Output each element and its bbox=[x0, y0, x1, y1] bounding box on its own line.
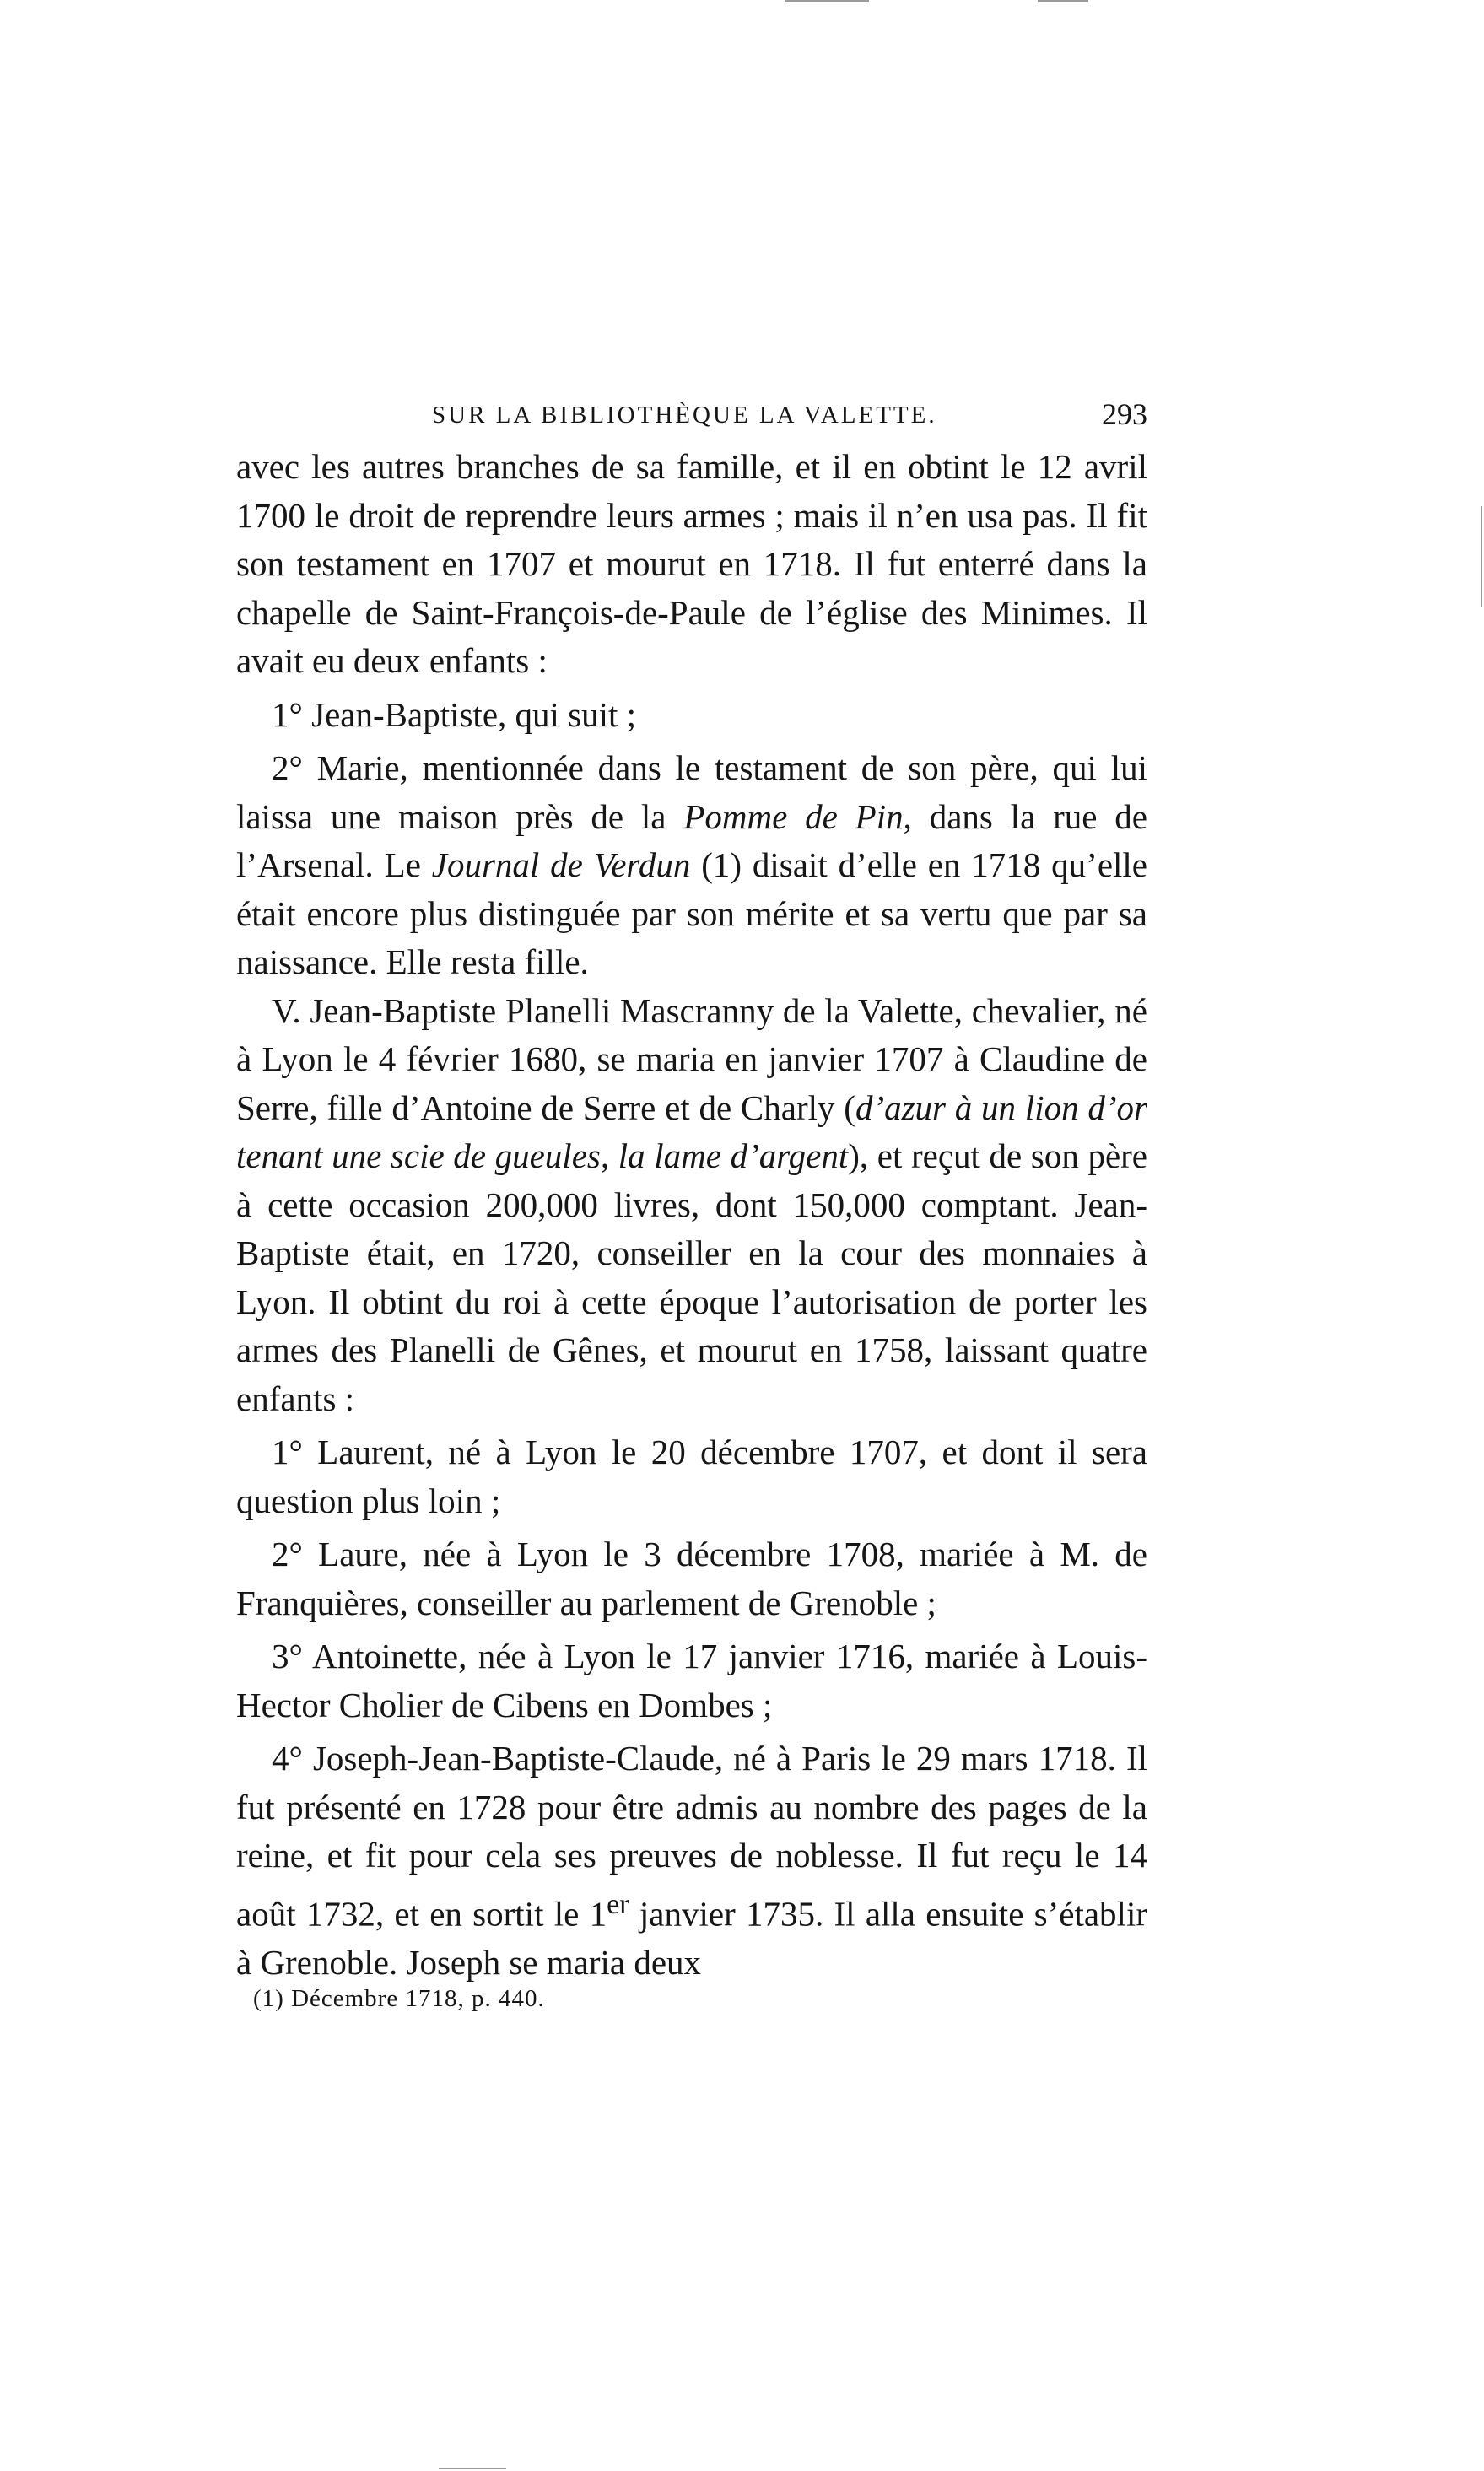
running-head bbox=[236, 393, 1156, 444]
text-run: , dans la rue de l’Arsenal. Le bbox=[236, 796, 1147, 884]
text-run: janvier 1735. Il alla ensuite s’établir à Grenoble. Joseph se maria deux bbox=[236, 1894, 1147, 1982]
text-run: (1) disait d’elle en 1718 qu’elle était encore plus distinguée par son mérite et sa vertu que par sa naissance. Elle resta fille. bbox=[236, 845, 1147, 981]
scan-mark-right bbox=[1481, 506, 1482, 607]
running-title: SUR LA BIBLIOTHÈQUE LA VALETTE. bbox=[432, 402, 937, 429]
scan-mark-bottom bbox=[439, 2468, 506, 2469]
text-run: 4° Joseph-Jean-Baptiste-Claude, né à Paris le 29 mars 1718. Il fut présenté en 1728 pour être admis au nombre des pages de la reine, et fit pour cela ses preuves de noblesse. Il fut reçu le 14 août 1732, et en sortit le 1 bbox=[236, 1739, 1147, 1934]
list-item-marie bbox=[236, 744, 1147, 987]
scan-mark-top bbox=[1038, 0, 1088, 2]
page-number: 293 bbox=[1102, 397, 1147, 431]
list-item-laurent: 1° Laurent, né à Lyon le 20 décembre 1707, et dont il sera question plus loin ; bbox=[236, 1432, 1147, 1520]
superscript: er bbox=[607, 1888, 629, 1920]
section-paragraph-v bbox=[236, 987, 1147, 1424]
text-run: 2° Marie, mentionnée dans le testament de son père, qui lui laissa une maison près de la bbox=[236, 748, 1147, 836]
text-run: V. Jean-Baptiste Planelli Mascranny de la Valette, chevalier, né à Lyon le 4 février 1680, se maria en janvier 1707 à Claudine de Serre, fille d’Antoine de Serre et de Charly ( bbox=[236, 990, 1147, 1127]
italic-title: Pomme de Pin bbox=[683, 796, 904, 836]
list-item-jean-baptiste: 1° Jean-Baptiste, qui suit ; bbox=[272, 694, 637, 734]
footnote: (1) Décembre 1718, p. 440. bbox=[253, 1985, 545, 2012]
scan-mark-top bbox=[785, 0, 869, 2]
paragraph-continuation: avec les autres branches de sa famille, et il en obtint le 12 avril 1700 le droit de reprendre leurs armes ; mais il n’en usa pas. Il fit son testament en 1707 et mourut en 1718. Il fut enterré dans la chapelle de Saint-François-de-Paule de l’église des Minimes. Il avait eu deux enfants : bbox=[236, 447, 1147, 680]
list-item-joseph bbox=[236, 1735, 1147, 1987]
italic-blazon: d’azur à un lion d’or tenant une scie de gueules, la lame d’argent bbox=[236, 1087, 1147, 1175]
list-item-antoinette: 3° Antoinette, née à Lyon le 17 janvier 1716, mariée à Louis-Hector Cholier de Cibens en Dombes ; bbox=[236, 1637, 1147, 1724]
text-run: ), et reçut de son père à cette occasion 200,000 livres, dont 150,000 comptant. Jean-Baptiste était, en 1720, conseiller en la cour des monnaies à Lyon. Il obtint du roi à cette époque l’autorisation de porter les armes des Planelli de Gênes, et mourut en 1758, laissant quatre enfants : bbox=[236, 1136, 1148, 1418]
body-text bbox=[236, 443, 1147, 1987]
list-item-laure: 2° Laure, née à Lyon le 3 décembre 1708, mariée à M. de Franquières, conseiller au parlement de Grenoble ; bbox=[236, 1535, 1147, 1622]
italic-title: Journal de Verdun bbox=[431, 845, 691, 884]
